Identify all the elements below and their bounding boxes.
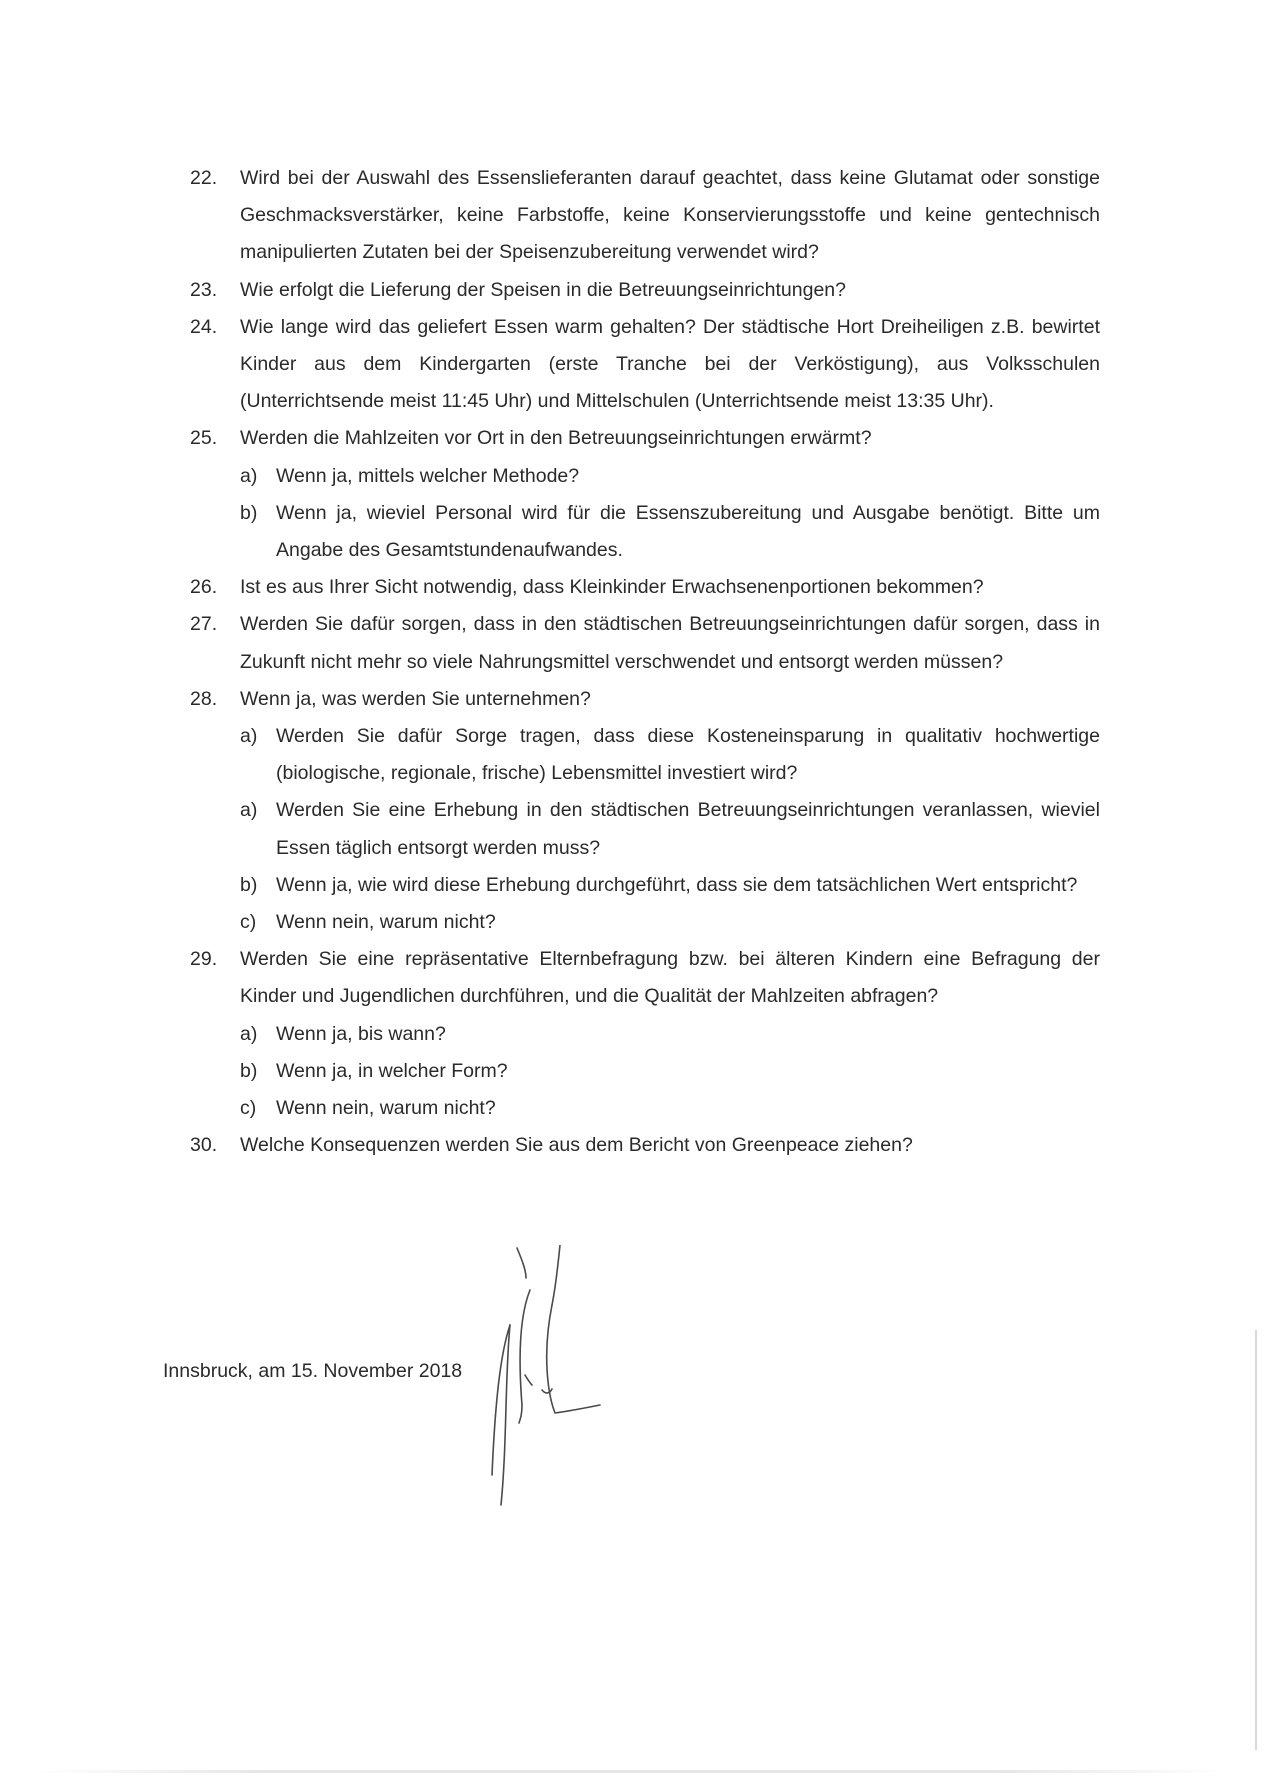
- handwritten-signature: [460, 1245, 660, 1525]
- question-29: [190, 941, 1100, 1015]
- sub-question: [240, 867, 1100, 904]
- sub-question-letter: a): [240, 799, 258, 822]
- sub-question-letter: c): [240, 1097, 257, 1120]
- sub-question: [240, 792, 1100, 866]
- question-text: Wie lange wird das geliefert Essen warm gehalten? Der städtische Hort Dreiheiligen z.B. bewirtet Kinder aus dem Kindergarten (erste Tranche bei der Verköstigung), aus Volksschulen (Unterrichtsende meist 11:45 Uhr) und Mittelschulen (Unterrichtsende meist 13:35 Uhr).: [240, 315, 1100, 413]
- question-list: [190, 160, 1100, 1164]
- question-25: [190, 420, 1100, 457]
- question-27: [190, 606, 1100, 680]
- sub-question-text: Wenn ja, in welcher Form?: [276, 1059, 508, 1082]
- question-number: 25.: [190, 427, 218, 450]
- sub-question-letter: b): [240, 1059, 258, 1082]
- sub-question: [240, 458, 1100, 495]
- sub-question-letter: a): [240, 464, 258, 487]
- sub-question-text: Wenn ja, mittels welcher Methode?: [276, 464, 580, 487]
- question-text: Welche Konsequenzen werden Sie aus dem Bericht von Greenpeace ziehen?: [240, 1134, 913, 1157]
- sub-question: [240, 495, 1100, 569]
- question-number: 28.: [190, 687, 218, 710]
- sub-question: [240, 1053, 1100, 1090]
- question-number: 23.: [190, 278, 218, 301]
- sub-question: [240, 904, 1100, 941]
- question-24: [190, 309, 1100, 421]
- sub-question: [240, 1016, 1100, 1053]
- question-28: [190, 681, 1100, 718]
- sub-question: [240, 1090, 1100, 1127]
- question-text: Wie erfolgt die Lieferung der Speisen in die Betreuungseinrichtungen?: [240, 278, 846, 301]
- question-text: Werden die Mahlzeiten vor Ort in den Betreuungseinrichtungen erwärmt?: [240, 427, 872, 450]
- sub-question-letter: a): [240, 1022, 258, 1045]
- question-number: 22.: [190, 167, 218, 189]
- question-text: Werden Sie eine repräsentative Elternbefragung bzw. bei älteren Kindern eine Befragung der Kinder und Jugendlichen durchführen, und die Qualität der Mahlzeiten abfragen?: [240, 948, 1100, 1008]
- question-text: Wenn ja, was werden Sie unternehmen?: [240, 687, 591, 710]
- question-23: [190, 272, 1100, 309]
- sub-question-text: Werden Sie eine Erhebung in den städtischen Betreuungseinrichtungen veranlassen, wieviel Essen täglich entsorgt werden muss?: [276, 799, 1100, 859]
- sub-question-text: Wenn ja, wie wird diese Erhebung durchgeführt, dass sie dem tatsächlichen Wert entspricht?: [276, 873, 1078, 896]
- sub-question-text: Wenn nein, warum nicht?: [276, 1097, 496, 1120]
- question-26: [190, 569, 1100, 606]
- question-text: Ist es aus Ihrer Sicht notwendig, dass Kleinkinder Erwachsenenportionen bekommen?: [240, 576, 984, 599]
- question-22: [190, 160, 1100, 272]
- question-30: [190, 1127, 1100, 1164]
- sub-question-text: Wenn ja, wieviel Personal wird für die Essenszubereitung und Ausgabe benötigt. Bitte um Angabe des Gesamtstundenaufwandes.: [276, 501, 1100, 562]
- scan-edge-line: [1255, 1330, 1257, 1750]
- sub-question-letter: b): [240, 873, 258, 896]
- sub-question-letter: a): [240, 725, 258, 748]
- sub-question-text: Werden Sie dafür Sorge tragen, dass diese Kosteneinsparung in qualitativ hochwertige (biologische, regionale, frische) Lebensmittel investiert wird?: [276, 725, 1100, 785]
- sub-question-letter: c): [240, 911, 257, 934]
- question-number: 29.: [190, 948, 218, 971]
- sub-question-text: Wenn ja, bis wann?: [276, 1022, 446, 1045]
- question-number: 27.: [190, 613, 218, 636]
- sub-question-text: Wenn nein, warum nicht?: [276, 911, 496, 934]
- scan-bottom-shadow: [30, 1770, 1230, 1773]
- sub-question: [240, 718, 1100, 792]
- place-and-date: Innsbruck, am 15. November 2018: [163, 1360, 463, 1382]
- question-text: Werden Sie dafür sorgen, dass in den städtischen Betreuungseinrichtungen dafür sorgen, dass in Zukunft nicht mehr so viele Nahrungsmittel verschwendet und entsorgt werden müssen?: [240, 613, 1100, 673]
- sub-question-letter: b): [240, 501, 258, 524]
- question-number: 24.: [190, 315, 218, 338]
- question-number: 30.: [190, 1134, 218, 1157]
- question-number: 26.: [190, 576, 218, 599]
- question-text: Wird bei der Auswahl des Essenslieferanten darauf geachtet, dass keine Glutamat oder sonstige Geschmacksverstärker, keine Farbstoffe, keine Konservierungsstoffe und keine gentechnisch manipulierten Zutaten bei der Speisenzubereitung verwendet wird?: [240, 167, 1100, 264]
